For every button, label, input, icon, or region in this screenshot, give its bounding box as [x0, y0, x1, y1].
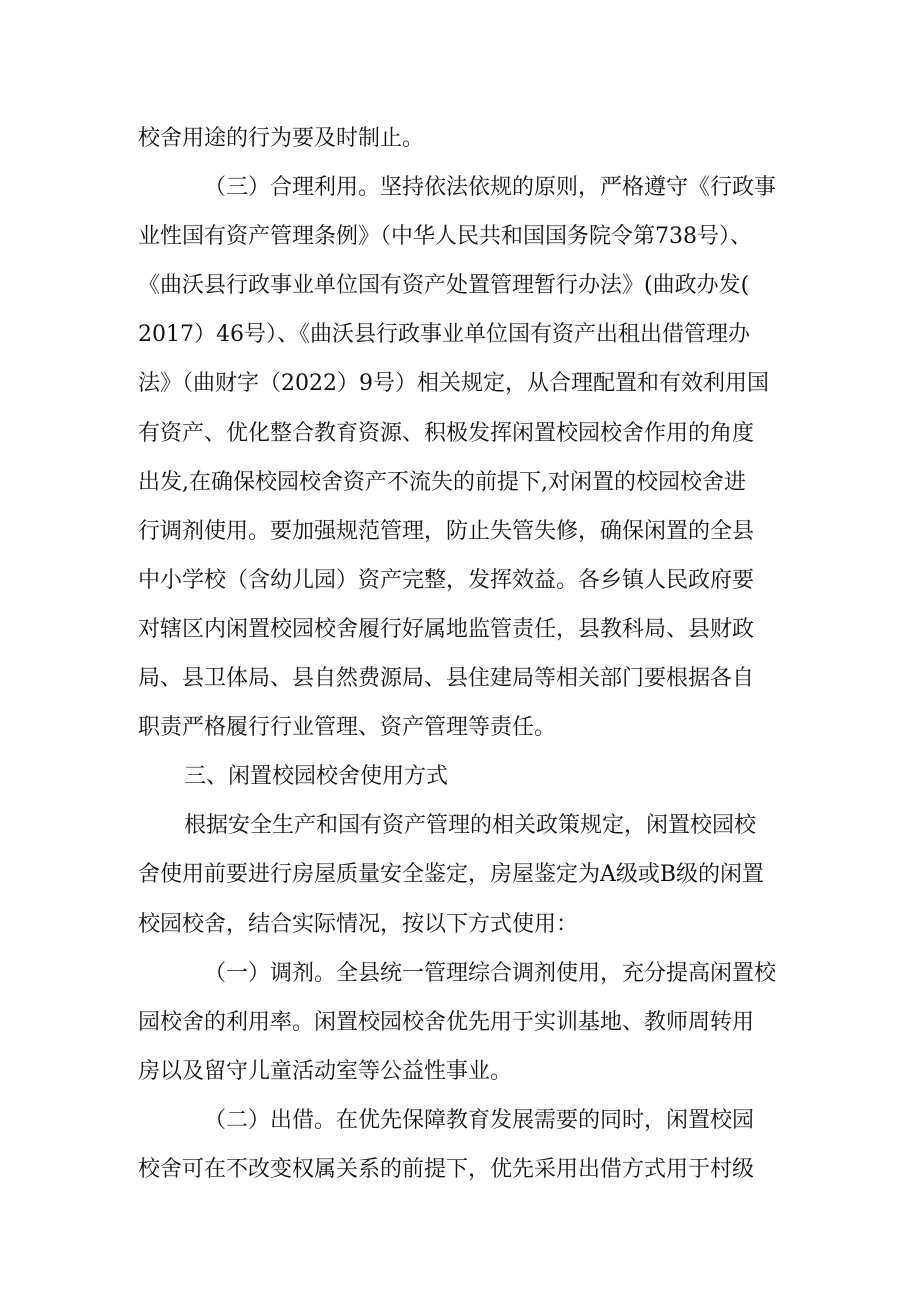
paragraph-line: 出发,在确保校园校舍资产不流失的前提下,对闲置的校园校舍进 — [138, 469, 746, 495]
paragraph-line: （二）出借。在优先保障教育发展需要的同时，闲置校园 — [204, 1107, 755, 1133]
paragraph-line: 校舍可在不改变权属关系的前提下，优先采用出借方式用于村级 — [138, 1156, 755, 1182]
paragraph-line: 舍使用前要进行房屋质量安全鉴定，房屋鉴定为A级或B级的闲置 — [138, 862, 765, 888]
paragraph-line: 《曲沃县行政事业单位国有资产处置管理暂行办法》(曲政办发( — [138, 273, 750, 299]
paragraph-line: 职责严格履行行业管理、资产管理等责任。 — [138, 715, 557, 741]
paragraph-line: （一）调剂。全县统一管理综合调剂使用，充分提高闲置校 — [204, 960, 777, 986]
paragraph-line: 有资产、优化整合教育资源、积极发挥闲置校园校舍作用的角度 — [138, 420, 755, 446]
paragraph-line: 法》（曲财字（2022）9号）相关规定，从合理配置和有效利用国 — [138, 371, 769, 397]
paragraph-line: 校园校舍，结合实际情况，按以下方式使用： — [138, 911, 579, 937]
paragraph-line: 房以及留守儿童活动室等公益性事业。 — [138, 1058, 513, 1084]
paragraph-line: 业性国有资产管理条例》（中华人民共和国国务院令第738号）、 — [138, 224, 752, 250]
paragraph-line: （三）合理利用。坚持依法依规的原则，严格遵守《行政事 — [204, 175, 777, 201]
section-heading: 三、闲置校园校舍使用方式 — [184, 764, 449, 790]
paragraph-line: 2017）46号）、《曲沃县行政事业单位国有资产出租出借管理办 — [138, 322, 750, 348]
paragraph-line: 园校舍的利用率。闲置校园校舍优先用于实训基地、教师周转用 — [138, 1009, 755, 1035]
paragraph-line: 根据安全生产和国有资产管理的相关政策规定，闲置校园校 — [184, 813, 757, 839]
paragraph-line: 中小学校（含幼儿园）资产完整，发挥效益。各乡镇人民政府要 — [138, 567, 755, 593]
document-body — [138, 114, 798, 1194]
paragraph-line: 对辖区内闲置校园校舍履行好属地监管责任，县教科局、县财政 — [138, 616, 755, 642]
paragraph-line: 行调剂使用。要加强规范管理，防止失管失修，确保闲置的全县 — [138, 518, 755, 544]
paragraph-line: 校舍用途的行为要及时制止。 — [138, 126, 425, 151]
paragraph-line: 局、县卫体局、县自然费源局、县住建局等相关部门要根据各自 — [138, 666, 755, 692]
